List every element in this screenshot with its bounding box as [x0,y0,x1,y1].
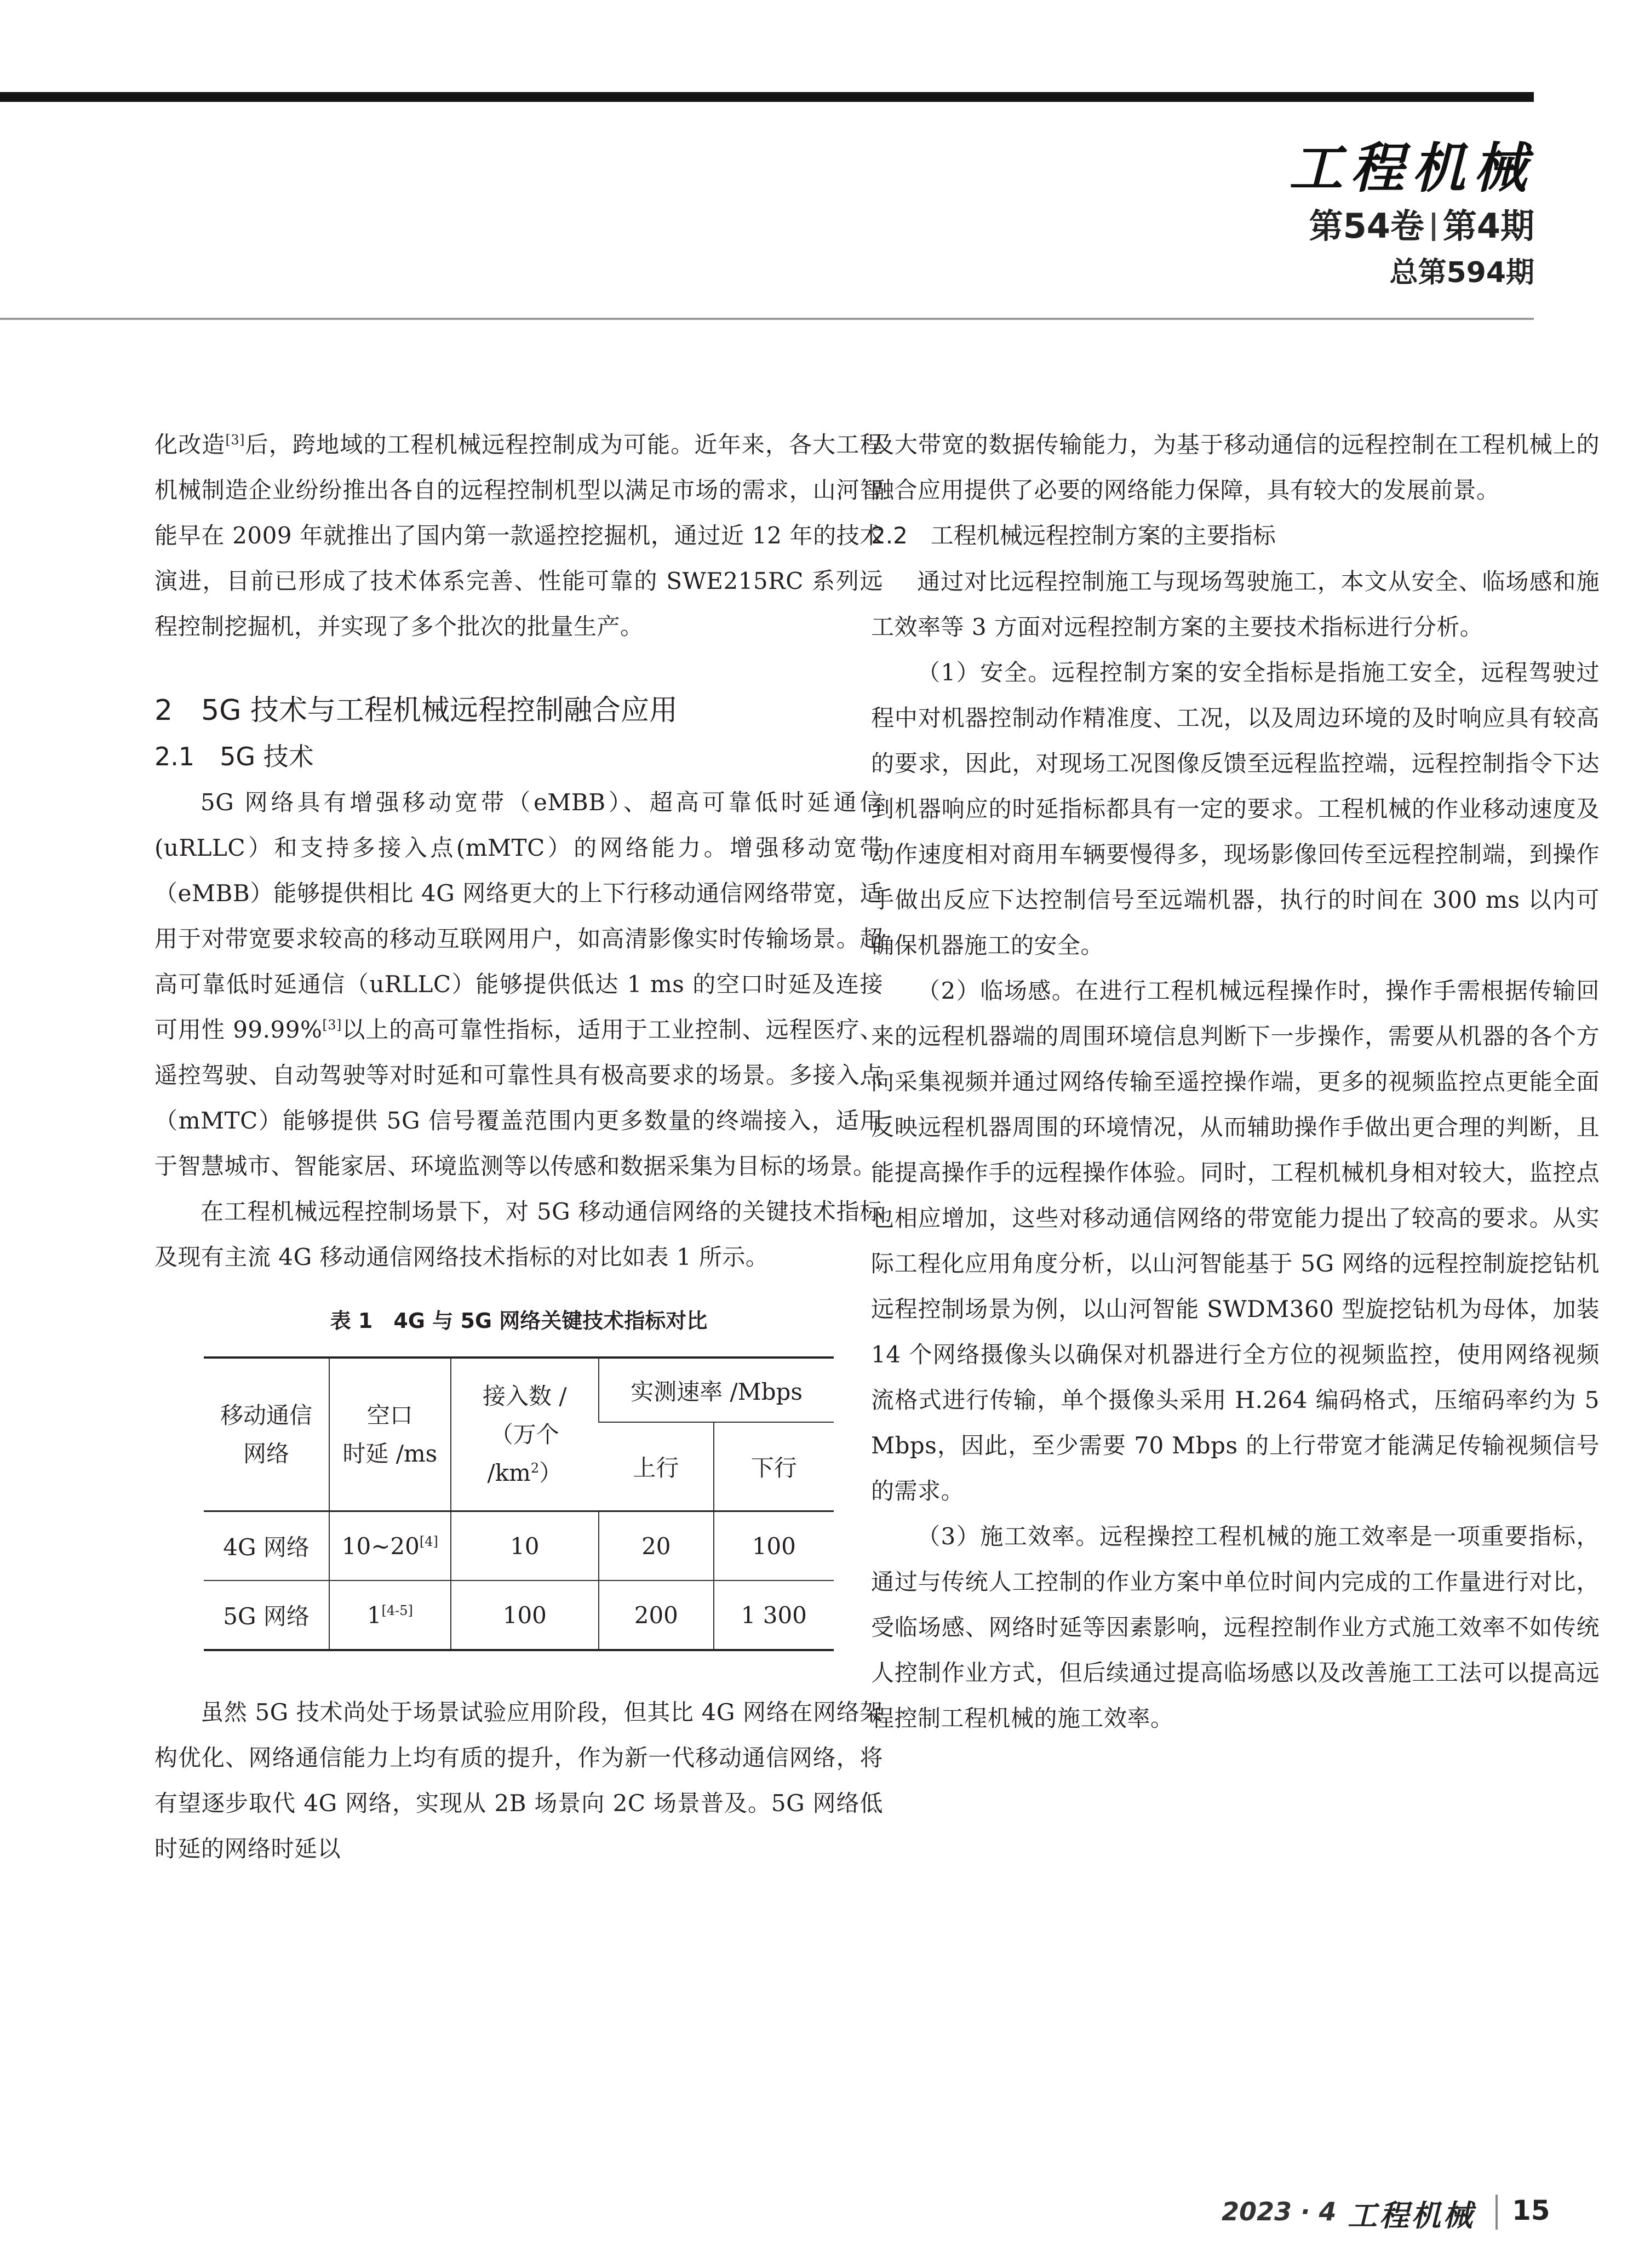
footer-journal-title: 工程机械 [1348,2198,1475,2233]
table-header-latency: 空口 时延 /ms [329,1358,451,1511]
footer-date: 2023 · 4 [1222,2197,1337,2226]
page-number: 15 [1512,2195,1550,2226]
footer-divider [1496,2195,1498,2230]
paragraph: 虽然 5G 技术尚处于场景试验应用阶段，但其比 4G 网络在网络架构优化、网络通信能力上均有质的提升，作为新一代移动通信网络，将有望逐步取代 4G 网络，实现从 2B 场景向 2C 场景普及。5G 网络低时延的网络时延以 [154,1699,883,1862]
table-header-access: 接入数 / （万个 $/km^2$） [451,1358,599,1511]
journal-title: 工程机械 [1288,137,1534,200]
paragraph: 及大带宽的数据传输能力，为基于移动通信的远程控制在工程机械上的融合应用提供了必要的网络能力保障，具有较大的发展前景。 [871,431,1600,503]
header-divider [0,318,1534,320]
table-row [204,1511,834,1581]
paragraph: 在工程机械远程控制场景下，对 5G 移动通信网络的关键技术指标及现有主流 4G 移动通信网络技术指标的对比如表 1 所示。 [154,1198,883,1270]
table-caption: 表 1 4G 与 5G 网络关键技术指标对比 [330,1309,708,1333]
paragraph: （1）安全。远程控制方案的安全指标是指施工安全，远程驾驶过程中对机器控制动作精准度、工况，以及周边环境的及时响应具有较高的要求，因此，对现场工况图像反馈至远程监控端，远程控制指令下达到机器响应的时延指标都具有一定的要求。工程机械的作业移动速度及动作速度相对商用车辆要慢得多，现场影像回传至远程控制端，到操作手做出反应下达控制信号至远端机器，执行的时间在 300 ms 以内可确保机器施工的安全。 [871,659,1600,959]
table-header-speed: 实测速率 /Mbps [599,1358,834,1422]
table-cell: 1 300 [714,1580,834,1650]
paragraph: （2）临场感。在进行工程机械远程操作时，操作手需根据传输回来的远程机器端的周围环境信息判断下一步操作，需要从机器的各个方向采集视频并通过网络传输至遥控操作端，更多的视频监控点更能全面反映远程机器周围的环境情况，从而辅助操作手做出更合理的判断，且能提高操作手的远程操作体验。同时，工程机械机身相对较大，监控点也相应增加，这些对移动通信网络的带宽能力提出了较高的要求。从实际工程化应用角度分析，以山河智能基于 5G 网络的远程控制旋挖钻机远程控制场景为例，以山河智能 SWDM360 型旋挖钻机为母体，加装 14 个网络摄像头以确保对机器进行全方位的视频监控，使用网络视频流格式进行传输，单个摄像头采用 H.264 编码格式，压缩码率约为 5 Mbps，因此，至少需要 70 Mbps 的上行带宽才能满足传输视频信号的需求。 [871,977,1600,1504]
paragraph: （3）施工效率。远程操控工程机械的施工效率是一项重要指标，通过与传统人工控制的作业方案中单位时间内完成的工作量进行对比，受临场感、网络时延等因素影响，远程控制作业方式施工效率不如传统人控制作业方式，但后续通过提高临场感以及改善施工工法可以提高远程控制工程机械的施工效率。 [871,1523,1600,1732]
table-cell: 200 [599,1580,714,1650]
subsection-heading: 2.1 5G 技术 [154,742,314,771]
comparison-table [204,1356,834,1651]
table-cell: 4G 网络 [204,1511,329,1581]
table-header-network: 移动通信 网络 [204,1358,329,1511]
section-heading: 2 5G 技术与工程机械远程控制融合应用 [154,694,678,727]
volume-issue [1151,202,1534,251]
paragraph: 通过对比远程控制施工与现场驾驶施工，本文从安全、临场感和施工效率等 3 方面对远程控制方案的主要技术指标进行分析。 [871,568,1600,640]
right-column [871,422,1600,1741]
table-cell: 10~20[4] [329,1511,451,1581]
journal-masthead [1151,136,1534,295]
table-row [204,1580,834,1650]
total-issue: 总第594期 [1389,256,1534,289]
paragraph: 5G 网络具有增强移动宽带（eMBB）、超高可靠低时延通信(uRLLC）和支持多接入点(mMTC）的网络能力。增强移动宽带（eMBB）能够提供相比 4G 网络更大的上下行移动通信网络带宽，适用于对带宽要求较高的移动互联网用户，如高清影像实时传输场景。超高可靠低时延通信（uRLLC）能够提供低达 1 ms 的空口时延及连接可用性 99.99%[3]以上的高可靠性指标，适用于工业控制、远程医疗、遥控驾驶、自动驾驶等对时延和可靠性具有极高要求的场景。多接入点（mMTC）能够提供 5G 信号覆盖范围内更多数量的终端接入，适用于智慧城市、智能家居、环境监测等以传感和数据采集为目标的场景。 [154,789,883,1179]
page-footer [1222,2191,1550,2241]
table-cell: 5G 网络 [204,1580,329,1650]
table-cell: 10 [451,1511,599,1581]
table-cell: 100 [451,1580,599,1650]
paragraph: 化改造[3]后，跨地域的工程机械远程控制成为可能。近年来，各大工程机械制造企业纷纷推出各自的远程控制机型以满足市场的需求，山河智能早在 2009 年就推出了国内第一款遥控挖掘机，通过近 12 年的技术演进，目前已形成了技术体系完善、性能可靠的 SWE215RC 系列远程控制挖掘机，并实现了多个批次的批量生产。 [154,431,883,640]
citation: [3] [225,432,245,448]
volume-number: 第54卷 [1309,206,1424,246]
table-cell: 100 [714,1511,834,1581]
table-cell: 20 [599,1511,714,1581]
citation: [3] [322,1017,342,1033]
volume-divider [1432,213,1435,241]
subsection-heading: 2.2 工程机械远程控制方案的主要指标 [871,522,1276,549]
table-cell: 1[4-5] [329,1580,451,1650]
header-rule [0,92,1534,102]
left-column [154,422,883,1871]
issue-number: 第4期 [1442,206,1534,246]
table-header-uplink: 上行 [599,1422,714,1511]
table-header-downlink: 下行 [714,1422,834,1511]
